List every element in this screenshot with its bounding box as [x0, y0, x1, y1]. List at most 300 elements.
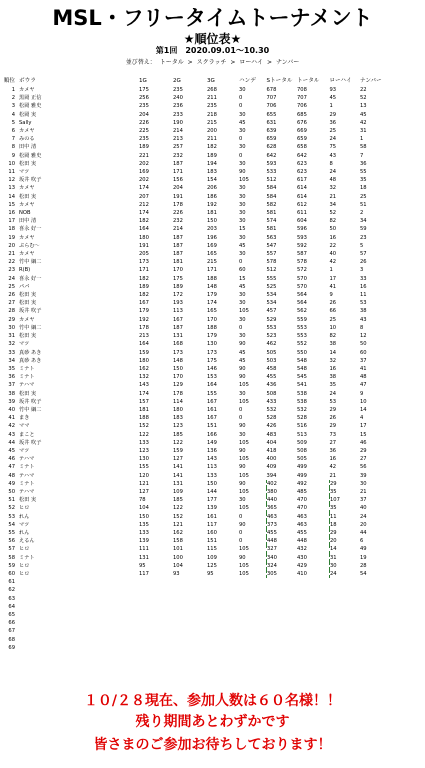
game3-cell: 151 [207, 538, 217, 545]
rank-cell: 29 [8, 316, 15, 323]
rank-cell: 24 [8, 275, 15, 282]
low-high-cell: 52 [329, 210, 337, 217]
handicap-cell [239, 644, 267, 652]
handicap-cell: 105 [239, 439, 249, 446]
total-cell: 492 [297, 480, 307, 487]
game1-cell [139, 603, 173, 611]
game3-cell: 211 [207, 95, 217, 102]
game1-cell: 135 [139, 521, 149, 528]
game2-cell: 180 [173, 406, 183, 413]
table-row [1, 307, 388, 315]
game1-cell: 225 [139, 128, 149, 135]
handicap-cell: 105 [239, 308, 249, 315]
announcement-remaining: 残り期間あとわずかです [135, 714, 290, 730]
table-row [1, 562, 388, 570]
bowler-name-cell: カメヤ [19, 251, 35, 258]
scratch-total-cell: 512 [266, 267, 277, 274]
game1-cell: 78 [139, 497, 146, 504]
number-cell: 46 [360, 439, 367, 446]
table-row [1, 234, 388, 242]
table-row [1, 291, 388, 299]
scratch-total-cell: 457 [266, 308, 277, 315]
handicap-cell: 105 [239, 562, 249, 569]
handicap-cell: 30 [239, 431, 246, 438]
ranking-heading: ★順位表★ [183, 32, 242, 46]
game1-cell: 191 [139, 242, 149, 249]
handicap-cell [239, 578, 267, 586]
game3-cell: 211 [207, 136, 217, 143]
table-row [1, 135, 388, 143]
bowler-name-cell: 喜永 好一 [19, 275, 42, 282]
bowler-name-cell [19, 603, 139, 611]
total-cell: 552 [297, 341, 307, 348]
game2-cell: 233 [173, 111, 183, 118]
low-high-cell [330, 586, 361, 594]
bowler-name-cell [19, 578, 139, 586]
scratch-total-cell: 582 [266, 201, 277, 208]
bowler-name-cell: れん [19, 529, 30, 536]
number-cell [360, 578, 388, 586]
total-cell: 513 [297, 431, 307, 438]
game3-cell: 171 [207, 267, 217, 274]
table-row [1, 176, 388, 184]
low-high-cell: 75 [329, 144, 337, 151]
rank-cell: 61 [8, 579, 15, 586]
scratch-total-cell: 426 [266, 423, 277, 430]
sort-separator: > [187, 59, 193, 66]
low-high-cell: 34 [329, 201, 337, 208]
table-row [1, 644, 388, 652]
table-row [1, 390, 388, 398]
low-high-cell: 32 [329, 357, 337, 364]
total-cell: 562 [297, 308, 307, 315]
handicap-cell: 45 [239, 349, 246, 356]
table-row [1, 143, 388, 151]
game3-cell: 215 [207, 259, 217, 266]
total-cell: 559 [297, 316, 307, 323]
bowler-name-cell: 松岡 雅史 [19, 103, 42, 110]
scratch-total-cell: 402 [267, 480, 298, 488]
sort-bar [0, 57, 425, 66]
number-cell: 45 [360, 111, 367, 118]
game3-cell: 192 [207, 201, 217, 208]
game2-cell [173, 644, 207, 652]
low-high-cell: 29 [330, 529, 361, 537]
number-cell: 37 [360, 497, 367, 504]
table-row [1, 488, 388, 496]
rank-cell: 16 [8, 210, 15, 217]
number-cell: 17 [360, 423, 367, 430]
number-cell: 22 [360, 87, 367, 93]
scratch-total-cell: 462 [266, 341, 277, 348]
game3-cell: 188 [207, 275, 217, 282]
game2-cell: 189 [173, 283, 183, 290]
number-cell: 57 [360, 251, 367, 258]
total-cell: 499 [297, 472, 307, 479]
scratch-total-cell: 563 [266, 234, 277, 241]
game2-cell: 187 [173, 324, 183, 331]
game1-cell: 122 [139, 431, 149, 438]
scratch-total-cell [267, 603, 298, 611]
game3-cell: 149 [207, 439, 217, 446]
game3-cell [207, 586, 239, 594]
number-cell: 1 [360, 136, 364, 143]
game3-cell [207, 619, 239, 627]
game3-cell [207, 627, 239, 635]
scratch-total-cell: 574 [266, 218, 277, 225]
game2-cell: 183 [173, 415, 183, 422]
game1-cell: 127 [139, 488, 149, 495]
column-header-bowler: ボウラ [19, 77, 36, 84]
scratch-total-cell: 639 [266, 128, 277, 135]
bowler-name-cell: テハマ [19, 488, 35, 495]
game2-cell: 121 [173, 521, 183, 528]
number-cell: 8 [360, 324, 364, 331]
game2-cell [173, 578, 207, 586]
low-high-cell: 14 [329, 349, 337, 356]
rank-cell: 60 [8, 570, 15, 577]
low-high-cell: 107 [330, 496, 361, 504]
game3-cell: 182 [207, 144, 217, 151]
number-cell: 6 [360, 538, 364, 545]
game3-cell: 165 [207, 308, 217, 315]
rank-cell: 7 [11, 136, 15, 143]
rank-cell: 30 [8, 324, 15, 331]
rank-cell: 64 [8, 603, 15, 610]
bowler-name-cell: テハマ [19, 456, 35, 463]
number-cell: 30 [360, 480, 367, 487]
table-row [1, 406, 388, 414]
total-cell: 685 [297, 111, 307, 118]
low-high-cell: 29 [329, 423, 337, 430]
scratch-total-cell: 448 [267, 537, 298, 545]
low-high-cell [330, 644, 361, 652]
rank-cell: 13 [8, 185, 15, 192]
handicap-cell: 90 [239, 480, 246, 487]
bowler-name-cell [19, 619, 139, 627]
game2-cell: 175 [173, 275, 183, 282]
scratch-total-cell [267, 586, 298, 594]
game2-cell: 171 [173, 169, 183, 176]
bowler-name-cell: みのる [19, 136, 35, 143]
table-row [1, 627, 388, 635]
game1-cell: 139 [139, 538, 149, 545]
handicap-cell: 105 [239, 456, 249, 463]
table-row [1, 299, 388, 307]
handicap-cell: 105 [239, 472, 249, 479]
game2-cell: 162 [173, 529, 183, 536]
scratch-total-cell: 547 [266, 242, 277, 249]
total-cell: 432 [297, 546, 307, 553]
number-cell: 50 [360, 341, 367, 348]
low-high-cell: 29 [329, 111, 337, 118]
handicap-cell: 45 [239, 283, 246, 290]
bowler-name-cell: マツ [19, 447, 30, 454]
bowler-name-cell [19, 586, 139, 594]
game1-cell: 178 [139, 324, 149, 331]
game2-cell: 235 [173, 87, 183, 93]
scratch-total-cell [267, 595, 298, 603]
number-cell: 2 [360, 210, 364, 217]
handicap-cell: 30 [239, 128, 246, 135]
total-cell: 658 [297, 144, 307, 151]
table-row [1, 521, 388, 529]
low-high-cell: 24 [330, 570, 361, 578]
low-high-cell: 82 [329, 333, 337, 340]
total-cell: 617 [297, 177, 307, 184]
total-cell: 706 [297, 103, 307, 110]
game1-cell: 202 [139, 177, 149, 184]
scratch-total-cell: 418 [266, 447, 277, 454]
low-high-cell: 24 [329, 136, 337, 143]
rank-cell: 3 [11, 103, 15, 110]
game3-cell: 215 [207, 119, 217, 126]
game2-cell [173, 619, 207, 627]
handicap-cell: 30 [239, 333, 246, 340]
low-high-cell: 43 [329, 152, 337, 159]
table-row [1, 554, 388, 562]
game1-cell: 155 [139, 464, 149, 471]
total-cell: 570 [297, 283, 307, 290]
bowler-name-cell: ヒロ [19, 562, 30, 569]
number-cell: 34 [360, 218, 367, 225]
handicap-cell: 30 [239, 185, 246, 192]
number-cell [360, 595, 388, 603]
low-high-cell [330, 619, 361, 627]
game3-cell: 146 [207, 365, 217, 372]
total-cell: 528 [297, 415, 307, 422]
rank-cell: 68 [8, 636, 15, 643]
total-cell: 509 [297, 439, 307, 446]
rank-cell: 8 [11, 144, 15, 151]
bowler-name-cell: 松田 実 [19, 193, 37, 200]
rank-cell: 39 [8, 398, 15, 405]
rank-cell: 1 [11, 87, 15, 93]
game2-cell: 101 [173, 546, 183, 553]
handicap-cell: 15 [239, 275, 246, 282]
total-cell: 410 [297, 570, 307, 577]
scratch-total-cell: 555 [266, 275, 277, 282]
game2-cell [173, 595, 207, 603]
low-high-cell: 38 [329, 374, 337, 381]
game2-cell: 109 [173, 488, 183, 495]
number-cell: 18 [360, 185, 367, 192]
table-row [1, 603, 388, 611]
total-cell: 578 [297, 259, 307, 266]
game2-cell: 127 [173, 456, 183, 463]
rank-cell: 59 [8, 562, 15, 569]
game3-cell: 117 [207, 521, 217, 528]
rank-cell: 51 [8, 497, 15, 504]
game1-cell: 189 [139, 144, 149, 151]
bowler-name-cell: 田中 清 [19, 218, 37, 225]
ranking-table [1, 76, 388, 652]
game2-cell: 257 [173, 144, 183, 151]
table-row [1, 455, 388, 463]
table-row [1, 119, 388, 127]
number-cell: 36 [360, 160, 367, 167]
rank-cell: 50 [8, 488, 15, 495]
game3-cell: 154 [207, 177, 217, 184]
table-row [1, 275, 388, 283]
total-cell: 429 [297, 562, 307, 569]
game3-cell: 200 [207, 128, 217, 135]
handicap-cell: 0 [239, 136, 243, 143]
bowler-name-cell: ミナト [19, 464, 35, 471]
sort-option-scratch[interactable]: スクラッチ [196, 59, 227, 66]
table-row [1, 193, 388, 201]
game2-cell [173, 636, 207, 644]
scratch-total-cell: 455 [267, 529, 298, 537]
number-cell: 12 [360, 333, 367, 340]
scratch-total-cell: 409 [266, 464, 277, 471]
total-cell: 642 [297, 152, 307, 159]
low-high-cell: 31 [330, 554, 361, 562]
table-row [1, 578, 388, 586]
bowler-name-cell: 真砂 あき [19, 349, 42, 356]
game1-cell: 123 [139, 447, 149, 454]
rank-cell: 43 [8, 431, 15, 438]
handicap-cell: 15 [239, 226, 246, 233]
scratch-total-cell: 557 [266, 251, 277, 258]
game1-cell: 171 [139, 267, 149, 274]
game1-cell: 182 [139, 218, 149, 225]
bowler-name-cell: マツ [19, 341, 30, 348]
game2-cell: 185 [173, 497, 183, 504]
handicap-cell [239, 595, 267, 603]
low-high-cell: 9 [329, 292, 333, 299]
total-cell: 587 [297, 251, 307, 258]
scratch-total-cell: 659 [266, 136, 277, 143]
handicap-cell: 60 [239, 267, 246, 274]
handicap-cell: 30 [239, 251, 246, 258]
game1-cell: 182 [139, 275, 149, 282]
table-row [1, 422, 388, 430]
number-cell: 48 [360, 374, 367, 381]
number-cell: 31 [360, 128, 367, 135]
rank-cell: 55 [8, 529, 15, 536]
total-cell: 508 [297, 447, 307, 454]
game3-cell: 115 [207, 546, 217, 553]
number-cell: 37 [360, 357, 367, 364]
number-cell [360, 636, 388, 644]
low-high-cell: 27 [329, 439, 337, 446]
table-row [1, 357, 388, 365]
column-header-handicap: ハンデ [239, 77, 256, 84]
game1-cell: 120 [139, 472, 149, 479]
game1-cell: 179 [139, 308, 149, 315]
bowler-name-cell: 竹中 綱二 [19, 324, 42, 331]
handicap-cell: 30 [239, 390, 246, 397]
game1-cell: 131 [139, 554, 149, 561]
game2-cell: 214 [173, 128, 183, 135]
game2-cell: 187 [173, 251, 183, 258]
game2-cell: 236 [173, 103, 183, 110]
table-row [1, 545, 388, 553]
sort-option-number[interactable]: ナンバー [275, 59, 300, 66]
game2-cell: 190 [173, 119, 183, 126]
total-cell: 708 [297, 87, 307, 93]
low-high-cell: 20 [330, 537, 361, 545]
game3-cell: 148 [207, 283, 217, 290]
low-high-cell: 14 [330, 545, 361, 553]
sort-option-lowhigh[interactable]: ローハイ [239, 59, 264, 66]
bowler-name-cell: ミナト [19, 374, 35, 381]
game3-cell: 183 [207, 169, 217, 176]
scratch-total-cell: 505 [266, 349, 277, 356]
column-header-rank: 順位 [3, 77, 15, 84]
handicap-cell: 30 [239, 87, 246, 93]
bowler-name-cell: カメヤ [19, 185, 35, 192]
game3-cell: 196 [207, 234, 217, 241]
handicap-cell [239, 611, 267, 619]
table-row [1, 250, 388, 258]
low-high-cell: 24 [329, 390, 337, 397]
game3-cell: 194 [207, 160, 217, 167]
game3-cell: 218 [207, 111, 217, 118]
game1-cell: 130 [139, 456, 149, 463]
table-row [1, 127, 388, 135]
rank-cell: 9 [11, 152, 15, 159]
number-cell: 59 [360, 226, 367, 233]
low-high-cell: 35 [330, 504, 361, 512]
bowler-name-cell: 坂井 吹子 [19, 398, 42, 405]
game3-cell: 130 [207, 341, 217, 348]
game3-cell: 181 [207, 210, 217, 217]
game2-cell: 170 [173, 374, 183, 381]
game1-cell: 169 [139, 169, 149, 176]
table-row [1, 258, 388, 266]
handicap-cell: 0 [239, 529, 243, 536]
bowler-name-cell: ぷらむ〜 [19, 242, 40, 249]
rank-cell: 41 [8, 415, 15, 422]
rank-cell: 17 [8, 218, 15, 225]
handicap-cell: 90 [239, 341, 246, 348]
bowler-name-cell: パパ [19, 283, 30, 290]
table-row [1, 209, 388, 217]
bowler-name-cell: カメヤ [19, 201, 35, 208]
game3-cell: 235 [207, 103, 217, 110]
game3-cell: 150 [207, 218, 217, 225]
game2-cell: 150 [173, 365, 183, 372]
bowler-name-cell: 松岡 実 [19, 111, 37, 118]
sort-option-total[interactable]: トータル [159, 59, 184, 66]
game2-cell: 178 [173, 201, 183, 208]
handicap-cell: 90 [239, 365, 246, 372]
game3-cell: 189 [207, 152, 217, 159]
game2-cell: 168 [173, 341, 183, 348]
game1-cell: 162 [139, 365, 149, 372]
number-cell: 3 [360, 267, 364, 274]
game3-cell: 139 [207, 505, 217, 512]
rank-cell: 52 [8, 505, 15, 512]
low-high-cell: 21 [329, 193, 337, 200]
rank-cell: 19 [8, 234, 15, 241]
handicap-cell: 30 [239, 316, 246, 323]
bowler-name-cell: カメヤ [19, 87, 35, 93]
number-cell [360, 619, 388, 627]
game3-cell: 160 [207, 529, 217, 536]
bowler-name-cell [19, 627, 139, 635]
number-cell: 23 [360, 234, 367, 241]
rank-cell: 54 [8, 521, 15, 528]
low-high-cell: 1 [329, 103, 333, 110]
number-cell: 38 [360, 308, 367, 315]
rank-cell: 67 [8, 628, 15, 635]
rank-cell: 5 [11, 119, 15, 126]
scratch-total-cell: 584 [266, 193, 277, 200]
low-high-cell: 26 [329, 300, 337, 307]
